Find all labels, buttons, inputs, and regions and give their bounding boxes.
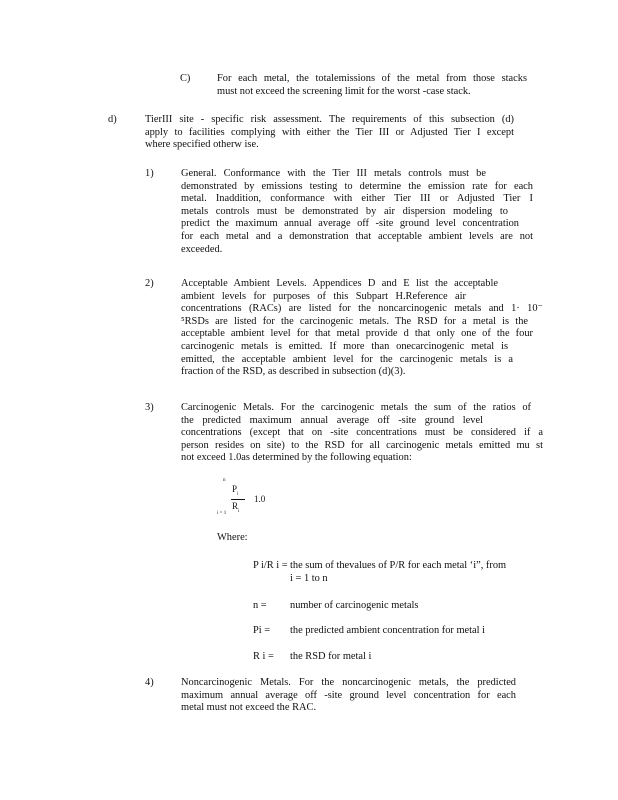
text-line: ambient levels for purposes of this Subpart H.Reference air: [181, 290, 466, 302]
text-line: apply to facilities complying with either the Tier III or Adjusted Tier I except: [145, 126, 514, 138]
text-line: carcinogenic metals is emitted. If more than onecarcinogenic metal is: [181, 340, 508, 352]
text-line: metal must not exceed the RAC.: [181, 702, 317, 714]
denominator: [232, 501, 239, 514]
text-line: must not exceed the screening limit for the worst -case stack.: [217, 85, 471, 97]
risk-equation: [212, 478, 282, 520]
definition-term: Pi =: [253, 625, 271, 636]
text-line: concentrations (RACs) are listed for the noncarcinogenic metals and 1· 10⁻: [181, 303, 543, 315]
where-label: Where:: [217, 532, 248, 543]
text-line: not exceed 1.0as determined by the following equation:: [181, 452, 412, 464]
item-3-text: [181, 402, 543, 465]
sum-upper-limit: n: [223, 478, 226, 483]
definition-desc: [290, 560, 540, 585]
text-line: exceeded.: [181, 243, 223, 255]
text-line: fraction of the RSD, as described in subsection (d)(3).: [181, 366, 406, 378]
item-4-marker: 4): [145, 677, 154, 688]
subsection-d-text: [145, 114, 514, 152]
text-line: number of carcinogenic metals: [290, 600, 419, 611]
definition-term: R i =: [253, 651, 274, 662]
text-line: ⁵RSDs are listed for the carcinogenic metals. The RSD for a metal is the: [181, 315, 528, 327]
definition-term: P i/R i =: [253, 560, 288, 571]
fraction-bar: [231, 499, 245, 500]
text-line: General. Conformance with the Tier III metals controls must be: [181, 168, 486, 179]
item-1-marker: 1): [145, 168, 154, 179]
text-line: Carcinogenic Metals. For the carcinogenic metals the sum of the ratios of: [181, 402, 531, 413]
definition-term: n =: [253, 600, 267, 611]
subsection-c-marker: C): [180, 73, 191, 84]
text-line: predict the maximum annual average off -site ground level concentration: [181, 218, 519, 230]
definition-desc: [290, 651, 540, 664]
item-4-text: [181, 677, 516, 715]
text-line: metals controls must be demonstrated by air dispersion modeling to: [181, 205, 508, 217]
text-line: Noncarcinogenic Metals. For the noncarcinogenic metals, the predicted: [181, 677, 516, 688]
text-line: maximum annual average off -site ground level concentration for each: [181, 689, 516, 701]
text-line: For each metal, the totalemissions of the metal from those stacks: [217, 73, 527, 84]
text-line: where specified otherw ise.: [145, 139, 259, 151]
item-2-text: [181, 278, 543, 379]
definition-desc: [290, 625, 540, 638]
numerator-subscript: i: [237, 491, 239, 497]
text-line: person resides on site) to the RSD for all carcinogenic metals emitted mu st: [181, 439, 543, 451]
text-line: the sum of thevalues of P/R for each metal ‘i”, from: [290, 560, 507, 571]
text-line: metal. Inaddition, conformance with either Tier III or Adjusted Tier I: [181, 193, 533, 205]
text-line: TierIII site - specific risk assessment. The requirements of this subsection (d): [145, 114, 514, 125]
sum-lower-limit: i = 1: [217, 511, 227, 516]
subsection-d-marker: d): [108, 114, 117, 125]
text-line: concentrations (except that on -site concentrations must be considered if a: [181, 427, 543, 439]
item-1-text: [181, 168, 533, 256]
text-line: acceptable ambient level for that metal provide d that only one of the four: [181, 328, 533, 340]
text-line: demonstrated by emissions testing to determine the emission rate for each: [181, 180, 533, 192]
item-3-marker: 3): [145, 402, 154, 413]
text-line: for each metal and a demonstration that acceptable ambient levels are not: [181, 230, 533, 242]
text-line: emitted, the acceptable ambient level for the carcinogenic metals is a: [181, 353, 513, 365]
denominator-symbol: R: [232, 501, 239, 511]
numerator: [232, 484, 238, 497]
denominator-subscript: i: [238, 508, 240, 514]
subsection-c-text: [217, 73, 527, 98]
equation-rhs: 1.0: [254, 494, 266, 504]
text-line: Acceptable Ambient Levels. Appendices D and E list the acceptable: [181, 278, 498, 289]
text-line: i = 1 to n: [290, 572, 328, 584]
text-line: the RSD for metal i: [290, 651, 372, 662]
numerator-symbol: P: [232, 484, 238, 494]
text-line: the predicted maximum annual average off -site ground level: [181, 414, 483, 426]
item-2-marker: 2): [145, 278, 154, 289]
text-line: the predicted ambient concentration for metal i: [290, 625, 486, 636]
definition-desc: [290, 600, 540, 613]
